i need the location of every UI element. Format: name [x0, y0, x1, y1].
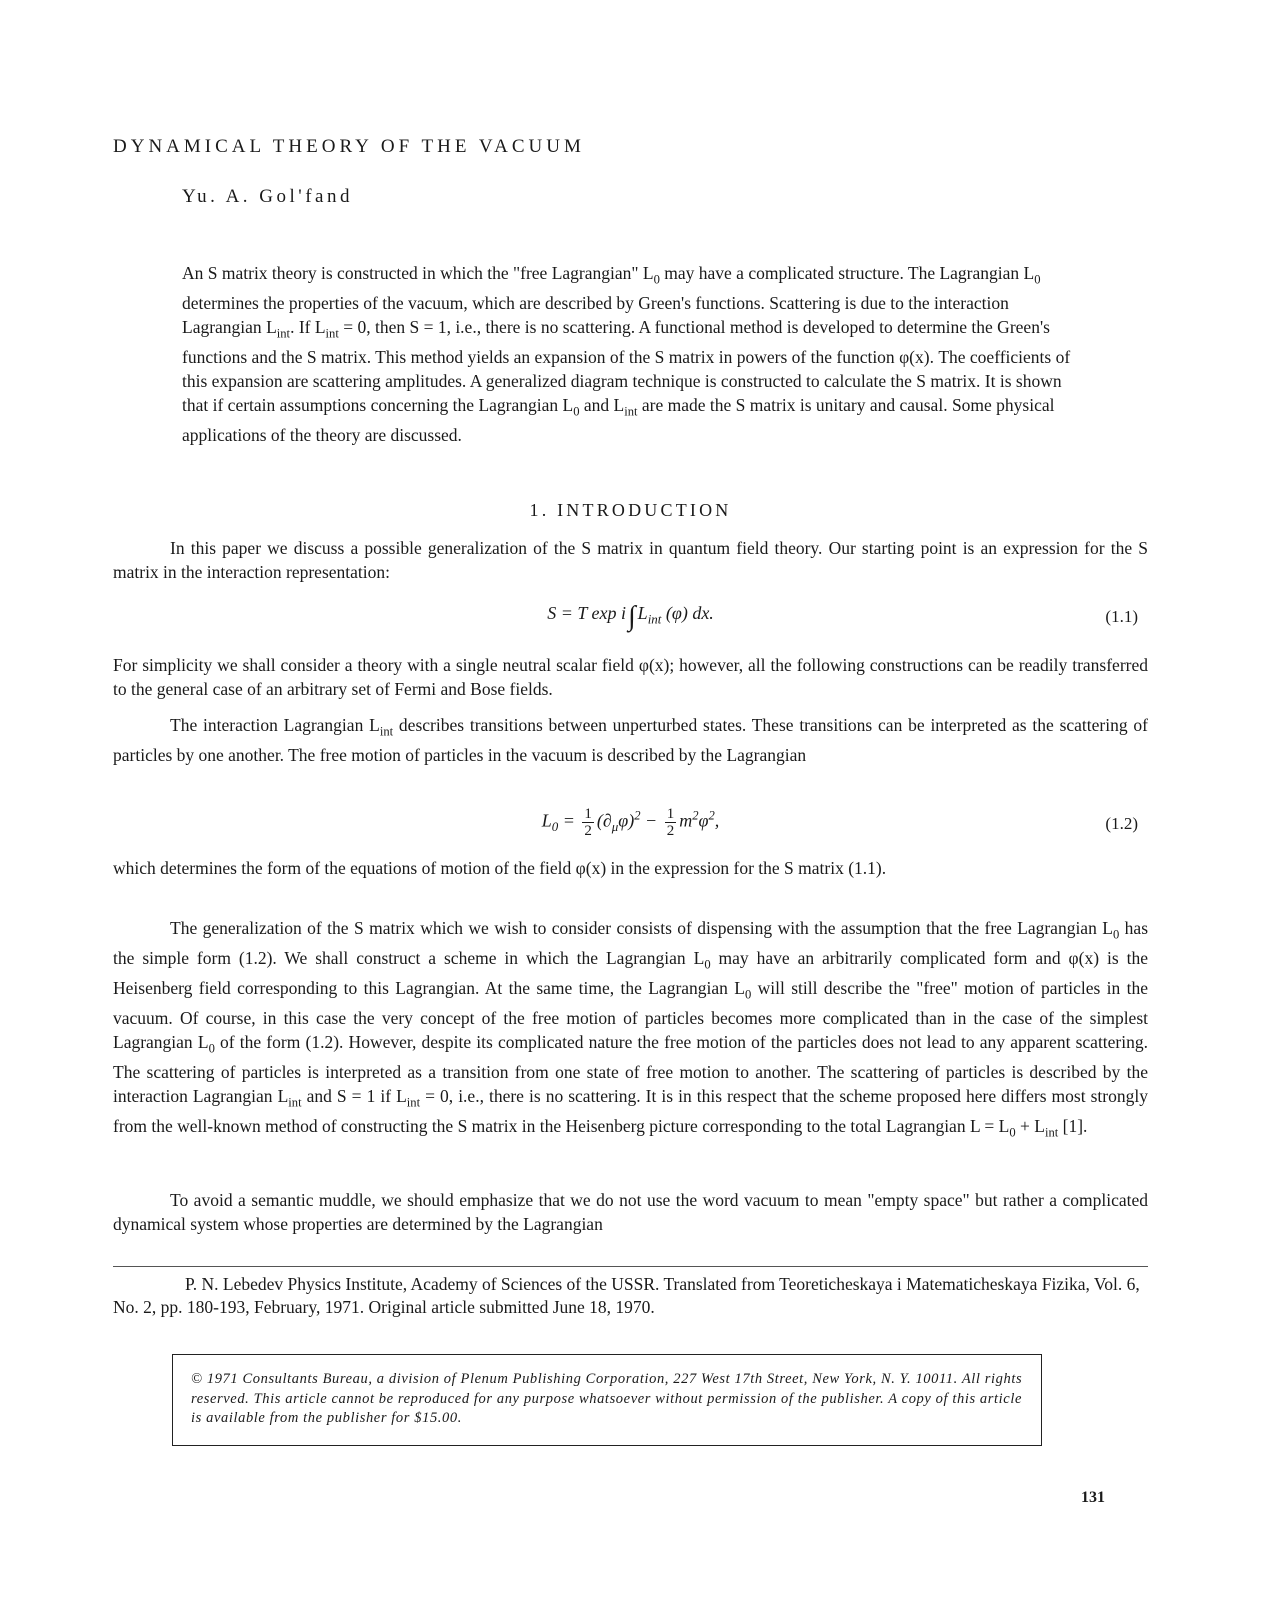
affiliation-footnote: P. N. Lebedev Physics Institute, Academy of Sciences of the USSR. Translated from Teoreticheskaya i Matematicheskaya Fizika, Vol. 6, No. 2, pp. 180-193, February, 1971. Original article submitted June 18, 1970.: [113, 1274, 1140, 1317]
equation-1-1: S = T exp i∫ $L_{int}$ (φ) dx. (1.1): [547, 601, 1138, 632]
intro-paragraph-5: The generalization of the S matrix which we wish to consider consists of dispensing with the assumption that the free Lagrangian $L_0$ has the simple form (1.2). We shall construct a scheme in which the Lagrangian $L_0$ may have an arbitrarily complicated form and φ(x) is the Heisenberg field corresponding to this Lagrangian. At the same time, the Lagrangian $L_0$ will still describe the "free" motion of particles in the vacuum. Of course, in this case the very concept of the free motion of particles becomes more complicated than in the case of the simplest Lagrangian $L_0$ of the form (1.2). However, despite its complicated nature the free motion of the particles does not lead to any apparent scattering. The scattering of particles is interpreted as a transition from one state of free motion to another. The scattering of particles is described by the interaction Lagrangian $L_{int}$ and S = 1 if $L_{int} = 0$, i.e., there is no scattering. It is in this respect that the scheme proposed here differs most strongly from the well-known method of constructing the S matrix in the Heisenberg picture corresponding to the total Lagrangian $L = L_0 + L_{int}$ [1].: [113, 918, 1149, 1140]
equation-1-2: $L_0$ = $\frac{1}{2}$ $(\partial_\mu\varphi)^2$ − $\frac{1}{2}$ $m^2\varphi^2$, (1.2): [541, 806, 1138, 839]
copyright-notice: © 1971 Consultants Bureau, a division of Plenum Publishing Corporation, 227 West 17th Street, New York, N. Y. 10011. All rights reserved. This article cannot be reproduced for any purpose whatsoever without permission of the publisher. A copy of this article is available from the publisher for $15.00.: [191, 1371, 1023, 1426]
copyright-box: [172, 1354, 1042, 1446]
intro-paragraph-4: which determines the form of the equations of motion of the field φ(x) in the expression for the S matrix (1.1).: [113, 858, 887, 878]
equation-number: (1.1): [1105, 607, 1138, 626]
intro-paragraph-1: In this paper we discuss a possible generalization of the S matrix in quantum field theory. Our starting point is an expression for the S matrix in the interaction representation:: [113, 538, 1148, 582]
section-heading-introduction: 1. INTRODUCTION: [529, 500, 732, 520]
paper-author: Yu. A. Gol'fand: [182, 186, 353, 207]
intro-paragraph-3: The interaction Lagrangian $L_{int}$ describes transitions between unperturbed states. These transitions can be interpreted as the scattering of particles by one another. The free motion of particles in the vacuum is described by the Lagrangian: [113, 715, 1148, 766]
intro-paragraph-6: To avoid a semantic muddle, we should emphasize that we do not use the word vacuum to mean "empty space" but rather a complicated dynamical system whose properties are determined by the Lagrangian: [113, 1190, 1148, 1234]
abstract: An S matrix theory is constructed in which the "free Lagrangian" $L_0$ may have a complicated structure. The Lagrangian $L_0$ determines the properties of the vacuum, which are described by Green's functions. Scattering is due to the interaction Lagrangian $L_{int}$. If $L_{int} = 0$, then S = 1, i.e., there is no scattering. A functional method is developed to determine the Green's functions and the S matrix. This method yields an expansion of the S matrix in powers of the function φ(x). The coefficients of this expansion are scattering amplitudes. A generalized diagram technique is constructed to calculate the S matrix. It is shown that if certain assumptions concerning the Lagrangian $L_0$ and $L_{int}$ are made the S matrix is unitary and causal. Some physical applications of the theory are discussed.: [182, 263, 1071, 446]
footnote-rule: [113, 1266, 1148, 1267]
equation-number: (1.2): [1105, 814, 1138, 833]
paper-title: DYNAMICAL THEORY OF THE VACUUM: [113, 136, 585, 157]
page-number: 131: [1081, 1489, 1105, 1506]
intro-paragraph-2: For simplicity we shall consider a theory with a single neutral scalar field φ(x); however, all the following constructions can be readily transferred to the general case of an arbitrary set of Fermi and Bose fields.: [113, 655, 1148, 699]
